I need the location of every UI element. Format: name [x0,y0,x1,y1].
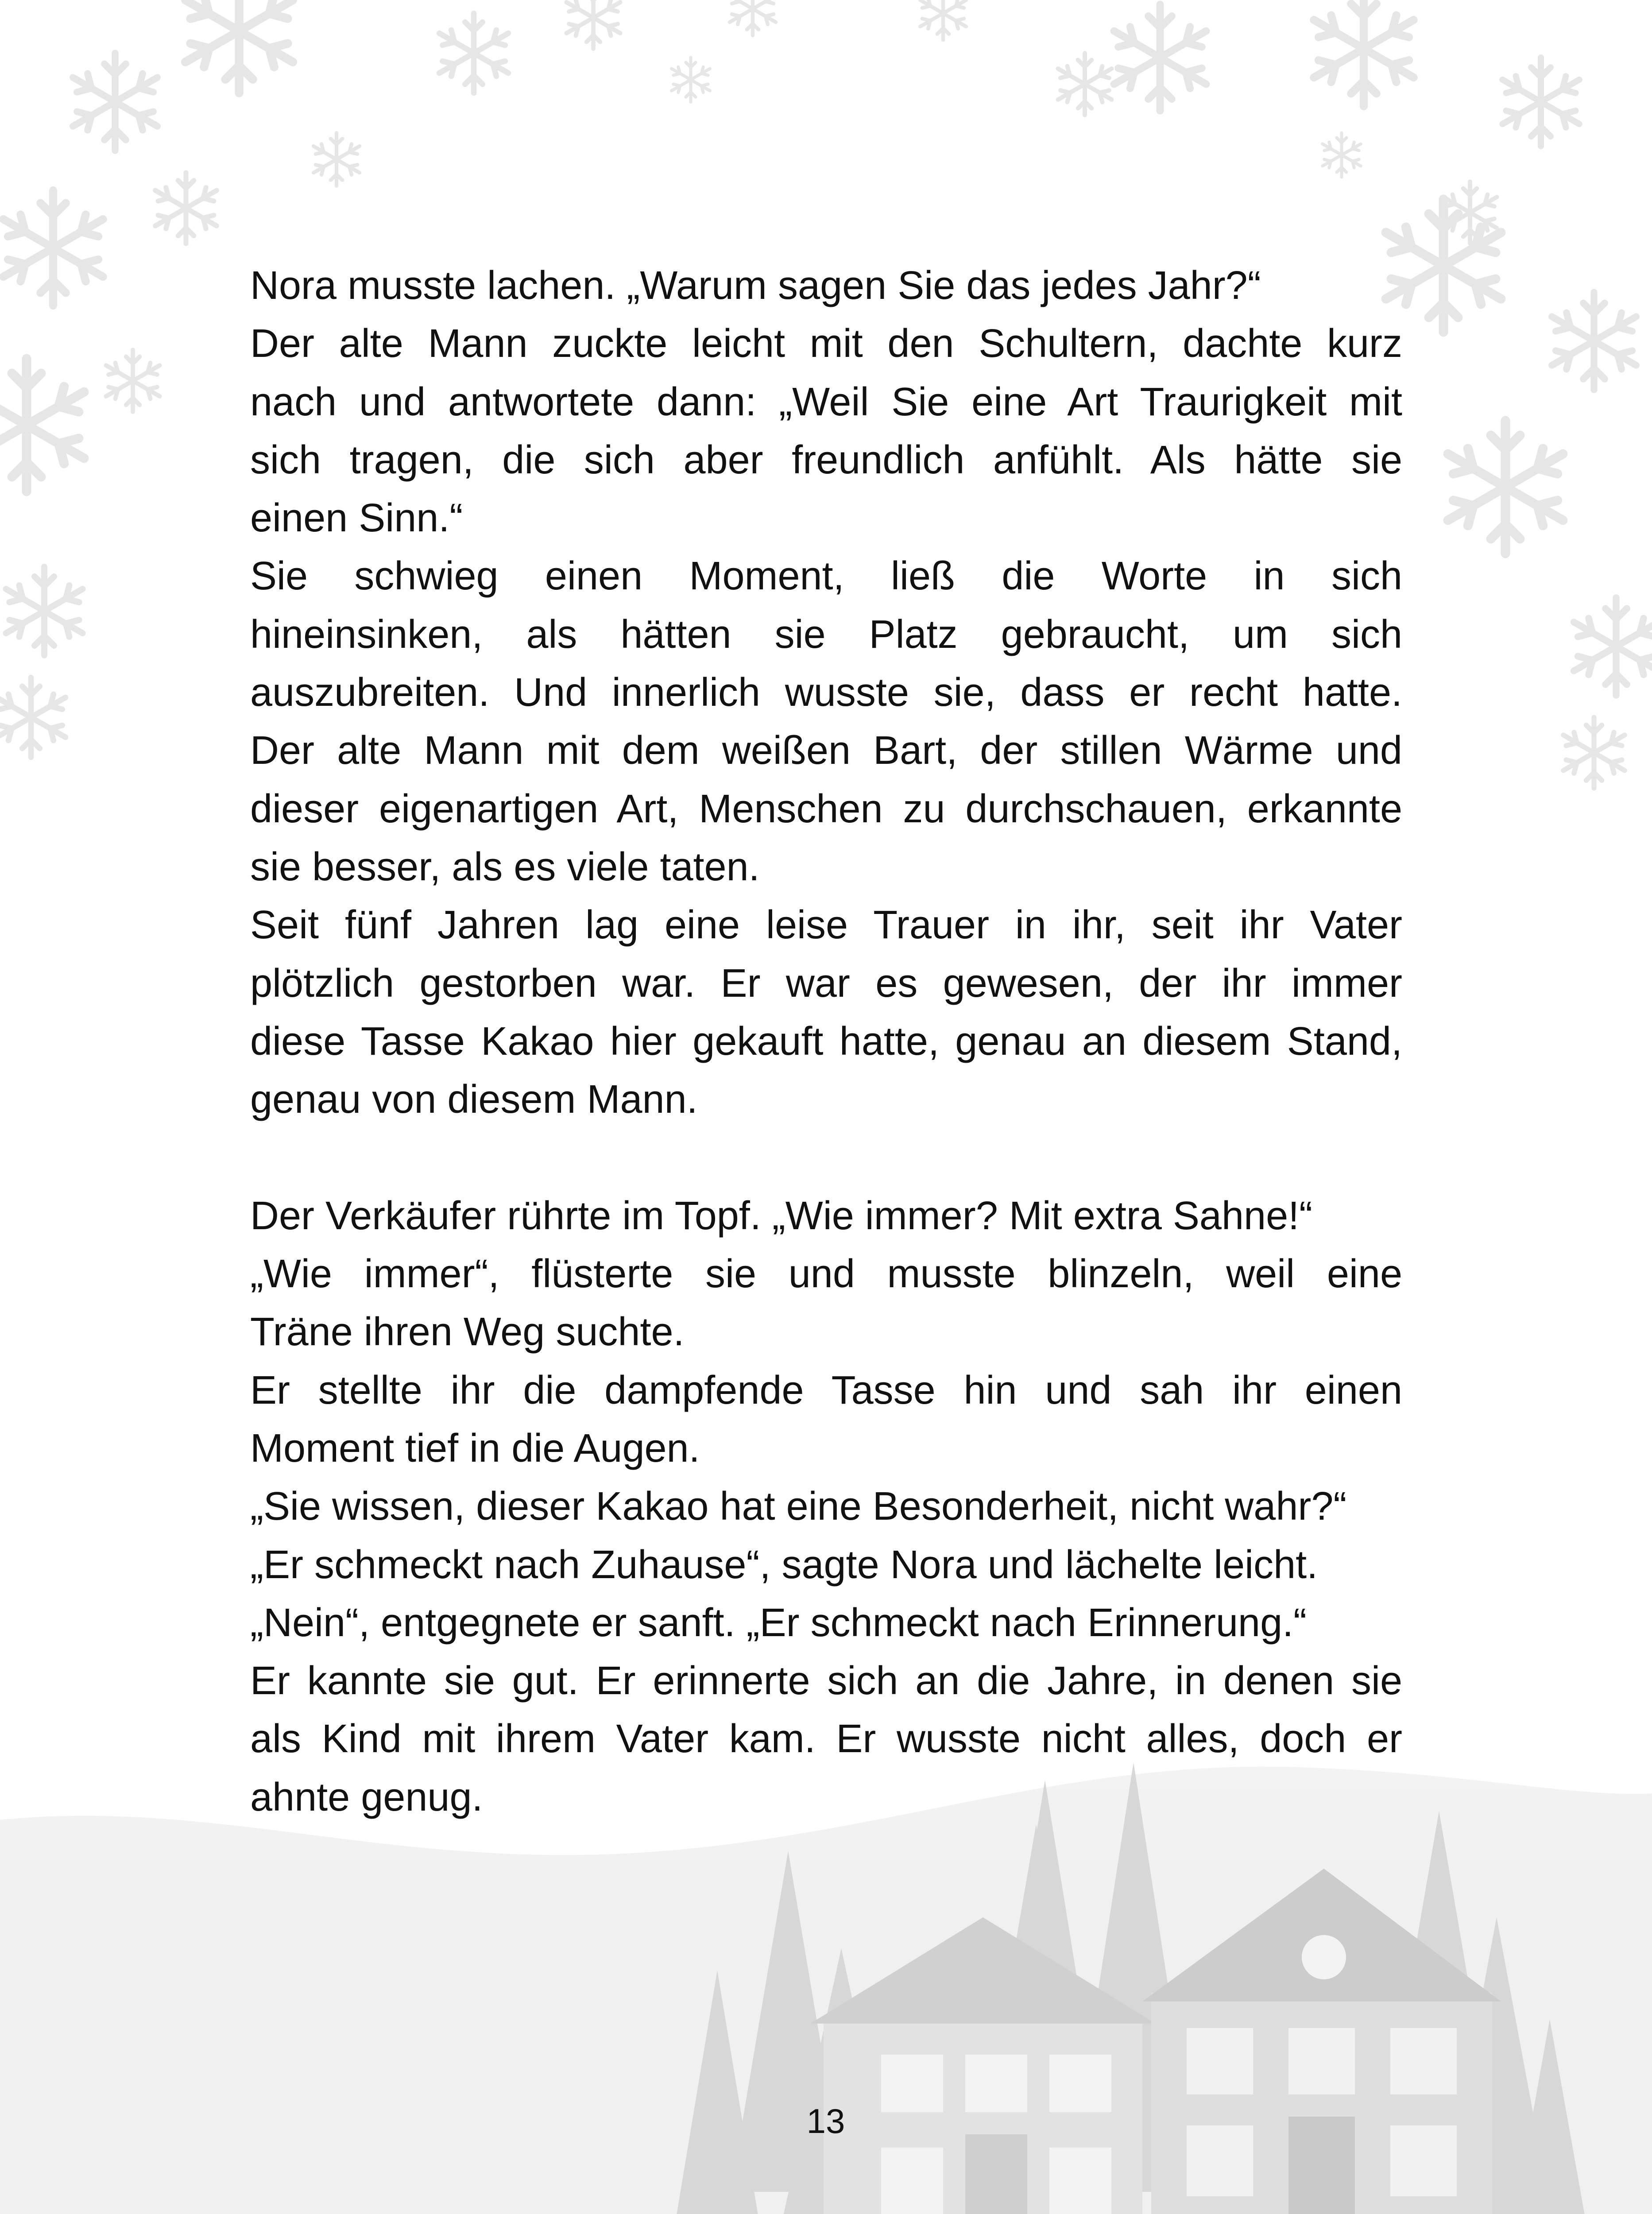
text-line: auszubreiten. Und innerlich wusste sie, dass er recht hatte. [250,670,1402,715]
text-line: einen Sinn.“ [250,496,463,541]
page-number: 13 [806,2102,845,2140]
text-line: genau von diesem Mann. [250,1077,698,1122]
text-line: „Nein“, entgegnete er sanft. „Er schmeckt nach Erinnerung.“ [250,1600,1307,1645]
paragraph-gap [250,1129,1402,1187]
text-line: Moment tief in die Augen. [250,1426,700,1471]
text-line: Der alte Mann mit dem weißen Bart, der stillen Wärme und [250,728,1402,773]
winter-village-illustration [0,1762,1652,2214]
text-line: dieser eigenartigen Art, Menschen zu durchschauen, erkannte [250,786,1402,831]
story-text [250,257,1402,1827]
text-line: nach und antwortete dann: „Weil Sie eine Art Traurigkeit mit [250,379,1402,424]
text-line: als Kind mit ihrem Vater kam. Er wusste nicht alles, doch er [250,1717,1402,1761]
text-line: „Er schmeckt nach Zuhause“, sagte Nora und lächelte leicht. [250,1542,1318,1587]
text-line: sich tragen, die sich aber freundlich anfühlt. Als hätte sie [250,437,1402,482]
text-line: „Sie wissen, dieser Kakao hat eine Besonderheit, nicht wahr?“ [250,1484,1347,1529]
text-line: Er stellte ihr die dampfende Tasse hin und sah ihr einen [250,1368,1402,1413]
text-line: Sie schwieg einen Moment, ließ die Worte in sich [250,554,1402,599]
text-line: Er kannte sie gut. Er erinnerte sich an die Jahre, in denen sie [250,1659,1402,1703]
text-line: diese Tasse Kakao hier gekauft hatte, genau an diesem Stand, [250,1019,1402,1064]
text-line: Seit fünf Jahren lag eine leise Trauer in ihr, seit ihr Vater [250,903,1402,948]
text-line: plötzlich gestorben war. Er war es gewesen, der ihr immer [250,961,1402,1006]
text-line: Nora musste lachen. „Warum sagen Sie das jedes Jahr?“ [250,263,1261,308]
text-line: Der alte Mann zuckte leicht mit den Schultern, dachte kurz [250,321,1402,366]
text-line: sie besser, als es viele taten. [250,844,760,889]
text-line: Der Verkäufer rührte im Topf. „Wie immer? Mit extra Sahne!“ [250,1193,1313,1238]
text-line: hineinsinken, als hätten sie Platz gebraucht, um sich [250,612,1402,657]
text-line: Träne ihren Weg suchte. [250,1310,685,1355]
text-line: ahnte genug. [250,1775,483,1819]
text-line: „Wie immer“, flüsterte sie und musste blinzeln, weil eine [250,1252,1402,1297]
